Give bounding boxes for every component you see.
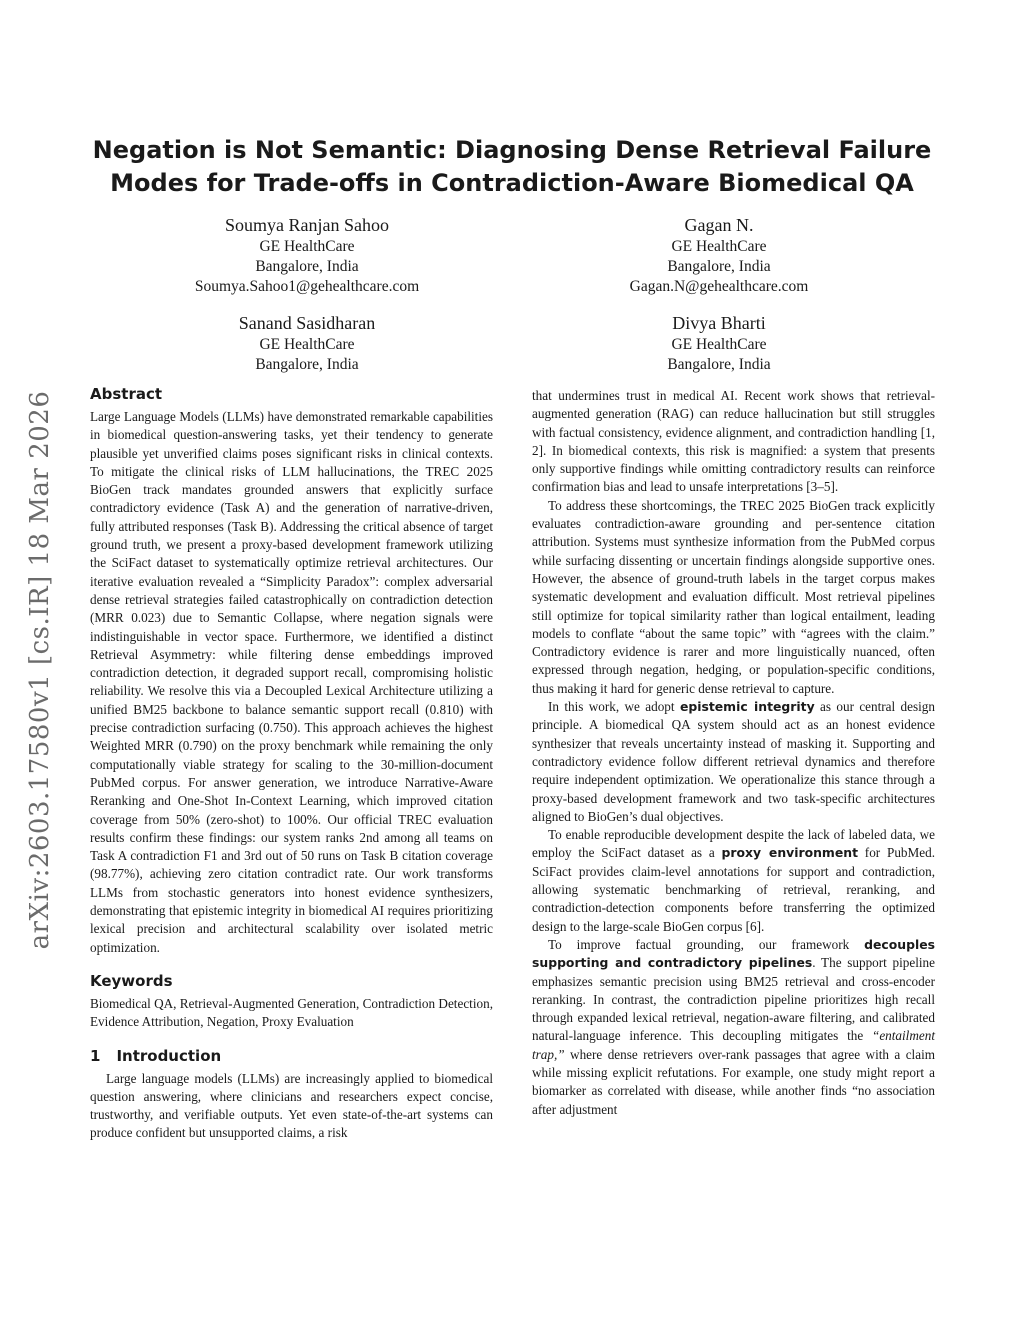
intro-paragraph: In this work, we adopt epistemic integrity as our central design principle. A biomedical QA system should act as an honest evidence synthesizer that reveals uncertainty instead of masking it. Supporting and contradictory evidence follow different retrieval dynamics and therefore require independent optimization. We operationalize this stance through a proxy-based development framework and two task-specific architectures aligned to BioGen’s dual objectives. xyxy=(532,699,935,824)
emphasis-term: proxy environment xyxy=(721,845,858,861)
author-email[interactable]: Soumya.Sahoo1@gehealthcare.com xyxy=(194,278,420,295)
arxiv-id: arXiv:2603.17580v1 [cs.IR] 18 Mar 2026 xyxy=(25,390,55,950)
intro-paragraph: Large language models (LLMs) are increasingly applied to biomedical question answering, where clinicians and researchers expect concise, trustworthy, and verifiable outputs. Yet even state-of-the-art systems can produce confident but unsupported claims, a risk xyxy=(90,1070,493,1141)
section-number: 1 xyxy=(90,1046,101,1065)
abstract-text: Large Language Models (LLMs) have demonstrated remarkable capabilities in biomedical question-answering tasks, yet their tendency to generate plausible yet unverified claims poses significant risks in clinical contexts. To mitigate the clinical risks of LLM hallucinations, the TREC 2025 BioGen track mandates grounded answers that explicitly surface contradictory evidence (Task A) and the generation of narrative-driven, fully attributed responses (Task B). Addressing the critical absence of target ground truth, we present a proxy-based development framework utilizing the SciFact dataset to systematically optimize retrieval architectures. Our iterative evaluation revealed a “Simplicity Paradox”: complex adversarial dense retrieval strategies failed catastrophically on contradiction detection (MRR 0.023) due to Semantic Collapse, where negation signals were indistinguishable in vector space. Furthermore, we identified a distinct Retrieval Asymmetry: while filtering dense embeddings improved contradiction detection, it degraded support recall, compromising holistic reliability. We resolve this via a Decoupled Lexical Architecture utilizing a unified BM25 backbone to balance semantic support recall (0.810) with precise contradiction surfacing (0.750). This approach achieves the highest Weighted MRR (0.790) on the proxy benchmark while remaining the only computationally viable strategy for scaling to the 30-million-document PubMed corpus. For answer generation, we introduce Narrative-Aware Reranking and One-Shot In-Context Learning, which improved citation coverage from 50% (zero-shot) to 100%. Our official TREC evaluation results confirm these findings: our system ranks 2nd among all teams on Task A contradiction F1 and 3rd out of 50 runs on Task B citation coverage (98.77%), achieving zero citation contradict rate. Our work transforms LLMs from stochastic generators into honest evidence synthesizers, demonstrating that epistemic integrity in biomedical AI requires prioritizing lexical precision and architectural scalability over isolated metric optimization. xyxy=(90,409,493,955)
author-block xyxy=(142,312,472,375)
emphasis-term: decouples supporting and contradictory pipelines xyxy=(532,936,935,971)
intro-paragraph: To improve factual grounding, our framework decouples supporting and contradictory pipelines. The support pipeline emphasizes semantic precision using BM25 retrieval and cross-encoder reranking. In contrast, the contradiction pipeline prioritizes high recall through expanded lexical retrieval, negation-aware filtering, and calibrated natural-language inference. This decoupling mitigates the “entailment trap,” where dense retrievers over-rank passages that agree with a claim while missing explicit refutations. For example, one study might report a biomarker as correlated with disease, while another finds “no association after adjustment xyxy=(532,936,935,1117)
author-block xyxy=(554,214,884,297)
author-block xyxy=(554,312,884,375)
left-column xyxy=(90,384,493,1143)
right-column xyxy=(532,387,935,1119)
intro-paragraph: To enable reproducible development despite the lack of labeled data, we employ the SciFact dataset as a proxy environment for PubMed. SciFact provides claim-level annotations for support and contradiction, allowing systematic benchmarking of retrieval, reranking, and contradiction-detection components before transferring the optimized design to the large-scale BioGen corpus [6]. xyxy=(532,827,935,934)
author-affiliation: GE HealthCare xyxy=(671,336,767,353)
author-affiliation: GE HealthCare xyxy=(259,238,355,255)
author-affiliation: GE HealthCare xyxy=(671,238,767,255)
author-location: Bangalore, India xyxy=(255,258,359,275)
emphasis-italic: “entailment trap,” xyxy=(532,1028,935,1062)
author-name: Soumya Ranjan Sahoo xyxy=(225,215,389,235)
author-location: Bangalore, India xyxy=(255,356,359,373)
author-name: Gagan N. xyxy=(684,215,754,235)
author-location: Bangalore, India xyxy=(667,356,771,373)
author-affiliation: GE HealthCare xyxy=(259,336,355,353)
author-name: Divya Bharti xyxy=(672,313,766,333)
intro-heading xyxy=(90,1046,493,1066)
keywords-heading: Keywords xyxy=(90,971,173,990)
emphasis-term: epistemic integrity xyxy=(679,699,815,715)
intro-paragraph: To address these shortcomings, the TREC 2025 BioGen track explicitly evaluates contradiction-aware grounding and per-sentence citation attribution. Systems must synthesize information from the PubMed corpus while surfacing dissenting or uncertain findings alongside supportive ones. However, the absence of ground-truth labels in the target corpus makes systematic development and evaluation difficult. Most retrieval pipelines still optimize for topical similarity rather than logical entailment, leading models to conflate “about the same topic” with “agrees with the claim.” Contradictory evidence is rarer and more linguistically nuanced, often expressed through negation, hedging, or population-specific conditions, thus making it hard for generic dense retrieval to capture. xyxy=(532,497,935,696)
keywords-text: Biomedical QA, Retrieval-Augmented Generation, Contradiction Detection, Evidence Attribution, Negation, Proxy Evaluation xyxy=(90,995,493,1030)
author-location: Bangalore, India xyxy=(667,258,771,275)
paper-title: Negation is Not Semantic: Diagnosing Dense Retrieval Failure Modes for Trade-offs in Contradiction-Aware Biomedical QA xyxy=(92,136,932,197)
author-email[interactable]: Gagan.N@gehealthcare.com xyxy=(629,278,809,295)
abstract-heading: Abstract xyxy=(90,385,163,403)
arxiv-stamp xyxy=(0,0,80,1325)
author-block xyxy=(142,214,472,297)
section-title: Introduction xyxy=(116,1046,222,1065)
author-name: Sanand Sasidharan xyxy=(238,313,376,333)
intro-paragraph-continued: that undermines trust in medical AI. Recent work shows that retrieval-augmented generation (RAG) can reduce hallucination but still struggles with factual consistency, evidence alignment, and contradiction handling [1, 2]. In biomedical contexts, this risk is magnified: a system that presents only supportive findings while omitting contradictory results can reinforce confirmation bias and lead to unsafe interpretations [3–5]. xyxy=(532,388,935,495)
